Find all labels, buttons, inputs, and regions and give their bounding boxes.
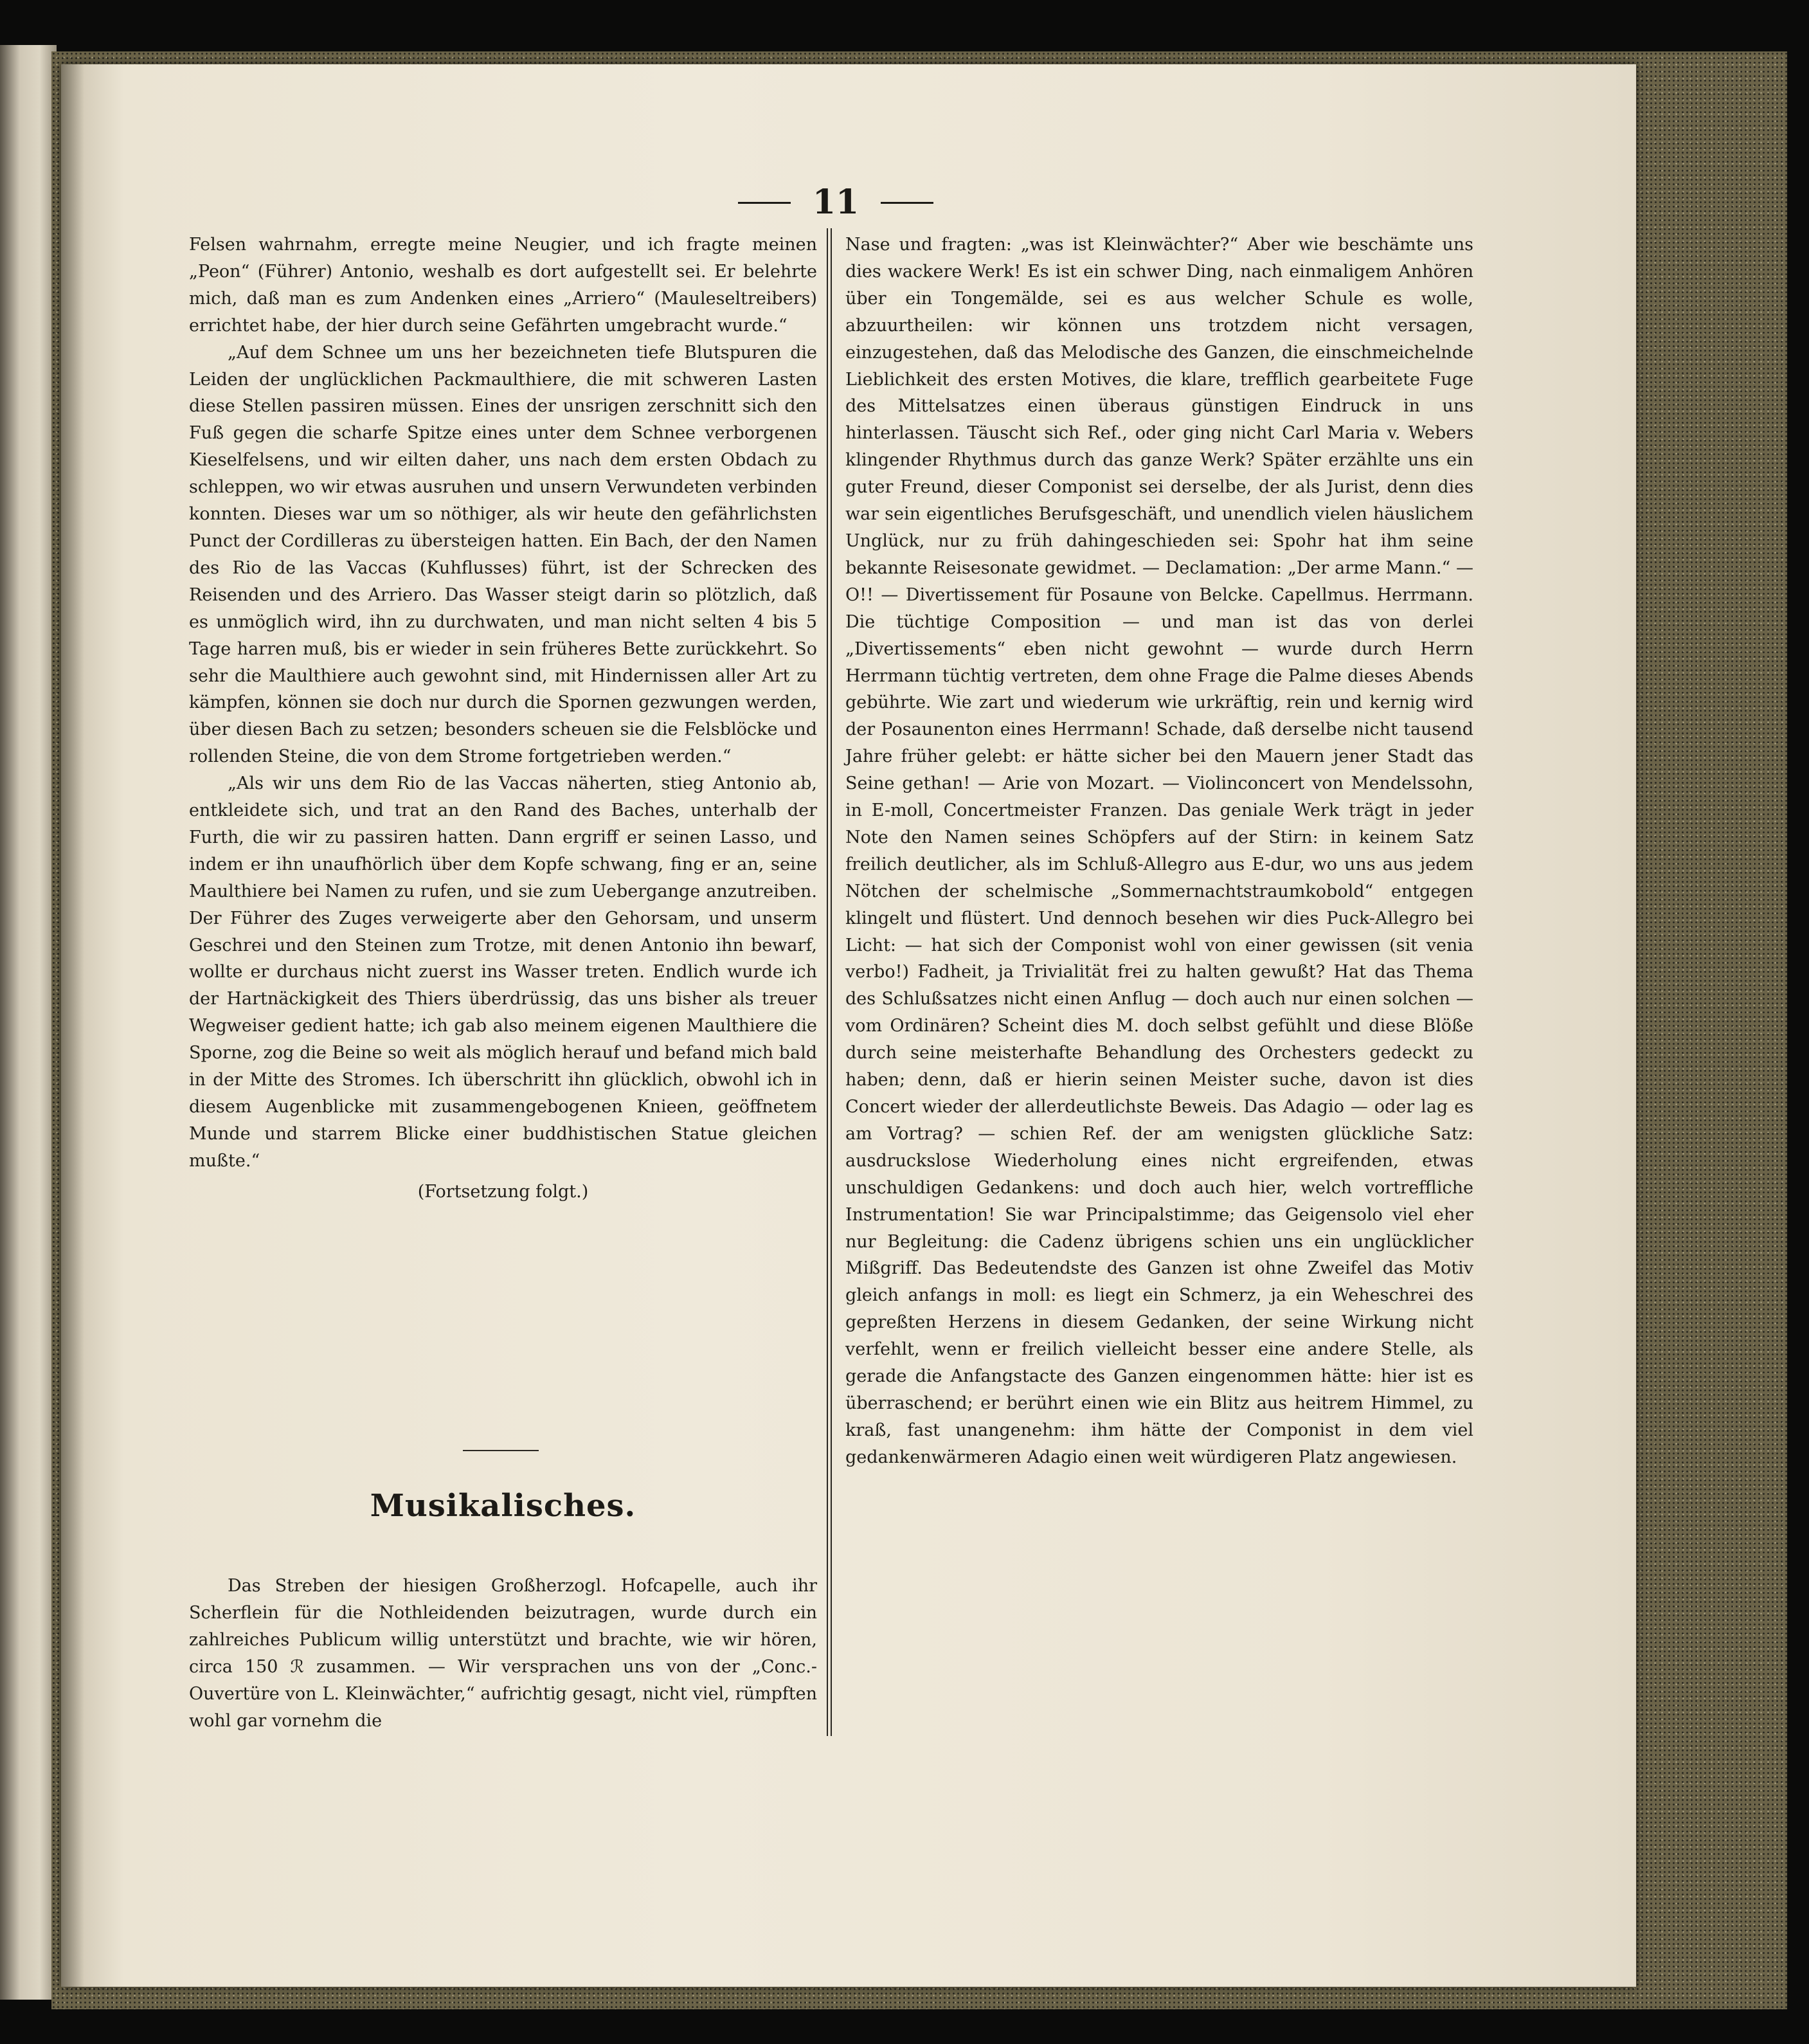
- page-number: 11: [812, 183, 860, 222]
- previous-page-edge: [0, 45, 57, 2000]
- section-divider-rule: [463, 1450, 539, 1451]
- section-paragraph: Das Streben der hiesigen Großherzogl. Hofcapelle, auch ihr Scherflein für die Nothleidenden beizutragen, wurde durch ein zahlreiches Publicum willig unterstützt und brachte, wie wir hören, circa 150 ℛ zusammen. — Wir versprachen uns von der „Conc.-Ouvertüre von L. Kleinwächter,“ aufrichtig gesagt, nicht viel, rümpften wohl gar vornehm die: [189, 1576, 817, 1731]
- continuation-note: (Fortsetzung folgt.): [417, 1181, 589, 1202]
- left-paragraph-1: Felsen wahrnahm, erregte meine Neugier, und ich fragte meinen „Peon“ (Führer) Antonio, weshalb es dort aufgestellt sei. Er belehrte mich, daß man es zum Andenken eines „Arriero“ (Mauleseltreibers) errichtet habe, der hier durch seine Gefährten umgebracht wurde.“: [189, 235, 817, 336]
- header-rule-right: [881, 202, 933, 204]
- right-column: [845, 231, 1473, 1471]
- right-paragraph-1: Nase und fragten: „was ist Kleinwächter?“ Aber wie beschämte uns dies wackere Werk! Es ist ein schwer Ding, nach einmaligem Anhören über ein Tongemälde, sei es aus welcher Schule es wolle, abzuurtheilen: wir können uns trotzdem nicht versagen, einzugestehen, daß das Melodische des Ganzen, die einschmeichelnde Lieblichkeit des ersten Motives, die klare, trefflich gearbeitete Fuge des Mittelsatzes einen überaus günstigen Eindruck in uns hinterlassen. Täuscht sich Ref., oder ging nicht Carl Maria v. Webers klingender Rhythmus durch das ganze Werk? Später erzählte uns ein guter Freund, dieser Componist sei derselbe, der als Jurist, denn dies war sein eigentliches Berufsgeschäft, und unendlich vielen häuslichem Unglück, nur zu früh dahingeschieden sei: Spohr hat ihm seine bekannte Reisesonate gewidmet. — Declamation: „Der arme Mann.“ — O!! — Divertissement für Posaune von Belcke. Capellmus. Herrmann. Die tüchtige Composition — und man ist das von derlei „Divertissements“ eben nicht gewohnt — wurde durch Herrn Herrmann tüchtig vertreten, dem ohne Frage die Palme dieses Abends gebührte. Wie zart und wiederum wie urkräftig, rein und kernig wird der Posaunenton eines Herrmann! Schade, daß derselbe nicht tausend Jahre früher gelebt: er hätte sicher bei den Mauern jener Stadt das Seine gethan! — Arie von Mozart. — Violinconcert von Mendelssohn, in E-moll, Concertmeister Franzen. Das geniale Werk trägt in jeder Note den Namen seines Schöpfers auf der Stirn: in keinem Satz freilich deutlicher, als im Schluß-Allegro aus E-dur, wo uns aus jedem Nötchen der schelmische „Sommernachtstraumkobold“ entgegen klingelt und flüstert. Und dennoch besehen wir dies Puck-Allegro bei Licht: — hat sich der Componist wohl von einer gewissen (sit venia verbo!) Fadheit, ja Trivialität frei zu halten gewußt? Hat das Thema des Schlußsatzes nicht einen Anflug — doch auch nur einen solchen — vom Ordinären? Scheint dies M. doch selbst gefühlt und diese Blöße durch seine meisterhafte Behandlung des Orchesters gedeckt zu haben; denn, daß er hierin seinen Meister suche, davon ist dies Concert wieder der allerdeutlichste Beweis. Das Adagio — oder lag es am Vortrag? — schien Ref. der am wenigsten glückliche Satz: ausdruckslose Wiederholung eines nicht ergreifenden, etwas unschuldigen Gedankens: und doch auch hier, welch vortreffliche Instrumentation! Sie war Principalstimme; das Geigensolo viel eher nur Begleitung: die Cadenz übrigens schien uns ein unglücklicher Mißgriff. Das Bedeutendste des Ganzen ist ohne Zweifel das Motiv gleich anfangs in moll: es liegt ein Schmerz, ja ein Weheschrei des gepreßten Herzens in diesem Gedanken, der seine Wirkung nicht verfehlt, wenn er freilich vielleicht besser eine andere Stelle, als gerade die Anfangstacte des Ganzen eingenommen hätte: hier ist es überraschend; er berührt einen wie ein Blitz aus heitrem Himmel, zu kraß, fast unangenehm: ihm hätte der Componist in dem viel gedankenwärmeren Adagio einen weit würdigeren Platz angewiesen.: [845, 235, 1473, 1467]
- gutter-shadow: [61, 64, 84, 1987]
- page-header: [707, 183, 964, 222]
- column-divider: [827, 228, 833, 1736]
- left-paragraph-3: „Als wir uns dem Rio de las Vaccas näherten, stieg Antonio ab, entkleidete sich, und trat an den Rand des Baches, unterhalb der Furth, die wir zu passiren hatten. Dann ergriff er seinen Lasso, und indem er ihn unaufhörlich über dem Kopfe schwang, fing er an, seine Maulthiere bei Namen zu rufen, und sie zum Uebergange anzutreiben. Der Führer des Zuges verweigerte aber den Gehorsam, und unserm Geschrei und den Steinen zum Trotze, mit denen Antonio ihn bewarf, wollte er durchaus nicht zuerst ins Wasser treten. Endlich wurde ich der Hartnäckigkeit des Thiers überdrüssig, das uns bisher als treuer Wegweiser gedient hatte; ich gab also meinem eigenen Maulthiere die Sporne, zog die Beine so weit als möglich herauf und befand mich bald in der Mitte des Stromes. Ich überschritt ihn glücklich, obwohl ich in diesem Augenblicke mit zusammengebogenen Knieen, geöffnetem Munde und starrem Blicke einer buddhistischen Statue gleichen mußte.“: [189, 773, 817, 1171]
- section-body: [189, 1573, 817, 1734]
- left-paragraph-2: „Auf dem Schnee um uns her bezeichneten tiefe Blutspuren die Leiden der unglücklichen Packmaulthiere, die mit schweren Lasten diese Stellen passiren müssen. Eines der unsrigen zerschnitt sich den Fuß gegen die scharfe Spitze eines unter dem Schnee verborgenen Kieselfelsens, und wir eilten daher, uns nach dem ersten Obdach zu schleppen, wo wir etwas ausruhen und unsern Verwundeten verbinden konnten. Dieses war um so nöthiger, als wir heute den gefährlichsten Punct der Cordilleras zu übersteigen hatten. Ein Bach, der den Namen des Rio de las Vaccas (Kuhflusses) führt, ist der Schrecken des Reisenden und des Arriero. Das Wasser steigt darin so plötzlich, daß es unmöglich wird, ihn zu durchwaten, und man nicht selten 4 bis 5 Tage harren muß, bis er wieder in sein früheres Bette zurückkehrt. So sehr die Maulthiere auch gewohnt sind, mit Hindernissen aller Art zu kämpfen, können sie doch nur durch die Spornen gezwungen werden, über diesen Bach zu setzen; besonders scheuen sie die Felsblöcke und rollenden Steine, die von dem Strome fortgetrieben werden.“: [189, 342, 817, 767]
- left-column: [189, 231, 817, 1206]
- header-rule-left: [738, 202, 791, 204]
- section-title: Musikalisches.: [370, 1488, 636, 1524]
